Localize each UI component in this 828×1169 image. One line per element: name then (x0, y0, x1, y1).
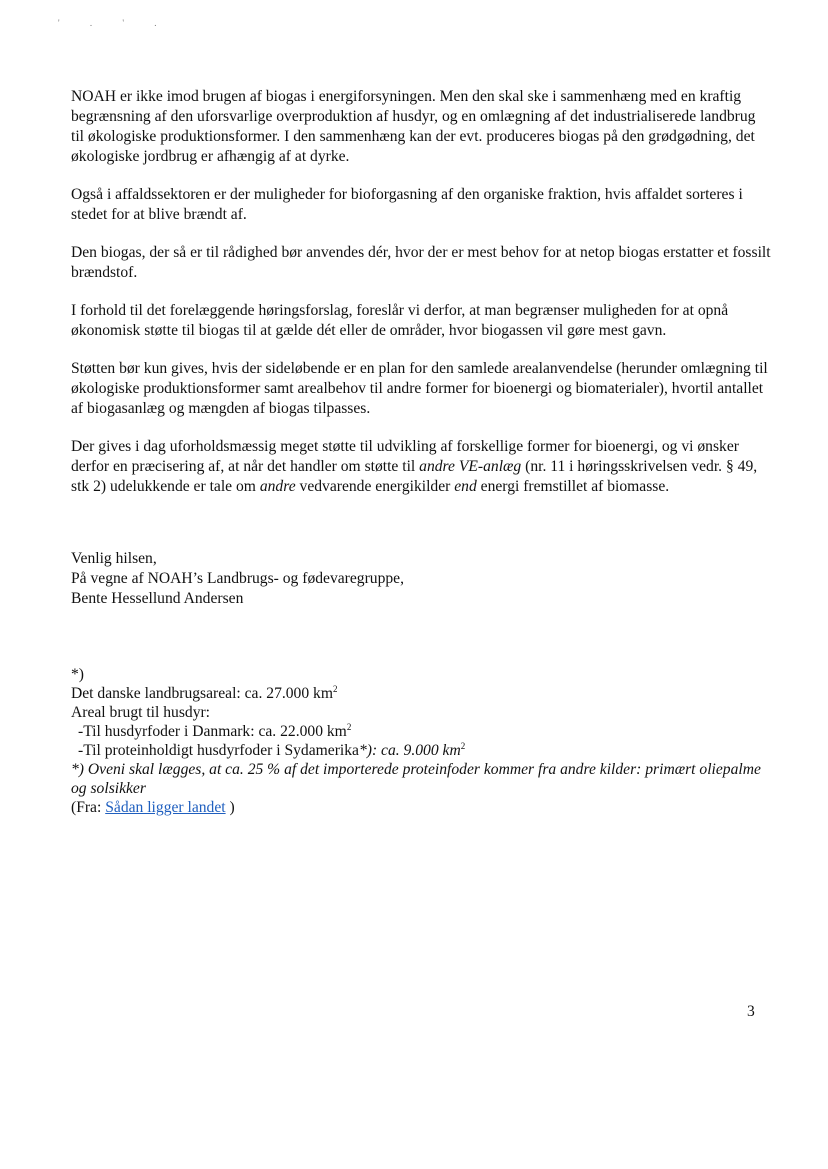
footnote-text: -Til husdyrfoder i Danmark: ca. 22.000 km (78, 723, 347, 740)
superscript-two: 2 (332, 684, 338, 694)
superscript-two: 2 (460, 741, 466, 751)
paragraph-6 (71, 437, 771, 497)
footnote-marker: *) (71, 666, 84, 683)
paragraph-6-emphasis-ve-anlaeg: andre VE-anlæg (419, 458, 522, 475)
superscript-two: 2 (346, 722, 352, 732)
page-number: 3 (747, 1003, 755, 1020)
source-link[interactable]: Sådan ligger landet (105, 799, 226, 816)
footnote-line-denmark-feed (71, 722, 771, 741)
paragraph-5: Støtten bør kun gives, hvis der sideløbende er en plan for den samlede arealanvendelse (herunder omlægning til økologiske produktionsformer samt arealbehov til andre former for bioenergi og biomaterialer), hvortil antallet af biogasanlæg og mængden af biogas tilpasses. (71, 360, 768, 417)
greeting: Venlig hilsen, (71, 550, 157, 567)
footnote-line-farmland (71, 684, 771, 703)
footnote-block (71, 665, 771, 817)
scan-marks: ' . ' . (58, 18, 171, 28)
paragraph-6-text: Der gives i dag uforholdsmæssig meget støtte til udvikling af forskellige former for bioenergi, og vi ønsker derfor en præcisering af, at når det handler om støtte til (71, 438, 739, 475)
paragraph-1: NOAH er ikke imod brugen af biogas i energiforsyningen. Men den skal ske i sammenhæng med en kraftig begrænsning af den uforsvarlige overproduktion af husdyr, og en omlægning af det industrialiserede landbrug til økologiske produktionsformer. I den sammenhæng kan der evt. produceres biogas på den grødgødning, det økologiske jordbrug er afhængig af at dyrke. (71, 88, 756, 165)
footnote-line-south-america-feed (71, 741, 771, 760)
paragraph-6-text: (nr. 11 i høringsskrivelsen vedr. § 49, stk 2) udelukkende er tale om (71, 458, 758, 495)
paragraph-4: I forhold til det forelæggende høringsforslag, foreslår vi derfor, at man begrænser muligheden for at opnå økonomisk støtte til biogas til at gælde dét eller de områder, hvor biogassen vil gøre mest gavn. (71, 302, 729, 339)
signer-name: Bente Hessellund Andersen (71, 590, 244, 607)
source-prefix: (Fra: (71, 799, 106, 816)
footnote-line-livestock-area: Areal brugt til husdyr: (71, 704, 211, 721)
paragraph-3: Den biogas, der så er til rådighed bør anvendes dér, hvor der er mest behov for at netop biogas erstatter et fossilt brændstof. (71, 244, 771, 281)
footnote-italic-note: *) Oveni skal lægges, at ca. 25 % af det importerede proteinfoder kommer fra andre kilder: primært oliepalme og solsikker (71, 761, 761, 797)
footnote-text: -Til proteinholdigt husdyrfoder i Sydamerika (78, 742, 359, 759)
paragraph-6-text: energi fremstillet af biomasse. (476, 478, 670, 495)
letter-body (71, 87, 771, 515)
footnote-source (71, 798, 771, 817)
footnote-text: Det danske landbrugsareal: ca. 27.000 km (71, 685, 333, 702)
paragraph-2: Også i affaldssektoren er der muligheder for bioforgasning af den organiske fraktion, hvis affaldet sorteres i stedet for at blive brændt af. (71, 186, 743, 223)
signature-block (71, 549, 671, 609)
source-suffix: ) (225, 799, 235, 816)
paragraph-6-emphasis-end: end (454, 478, 477, 495)
footnote-text-asterisk: *): ca. 9.000 km (358, 742, 461, 759)
paragraph-6-emphasis-andre: andre (259, 478, 296, 495)
on-behalf-line: På vegne af NOAH’s Landbrugs- og fødevaregruppe, (71, 570, 404, 587)
paragraph-6-text: vedvarende energikilder (295, 478, 455, 495)
